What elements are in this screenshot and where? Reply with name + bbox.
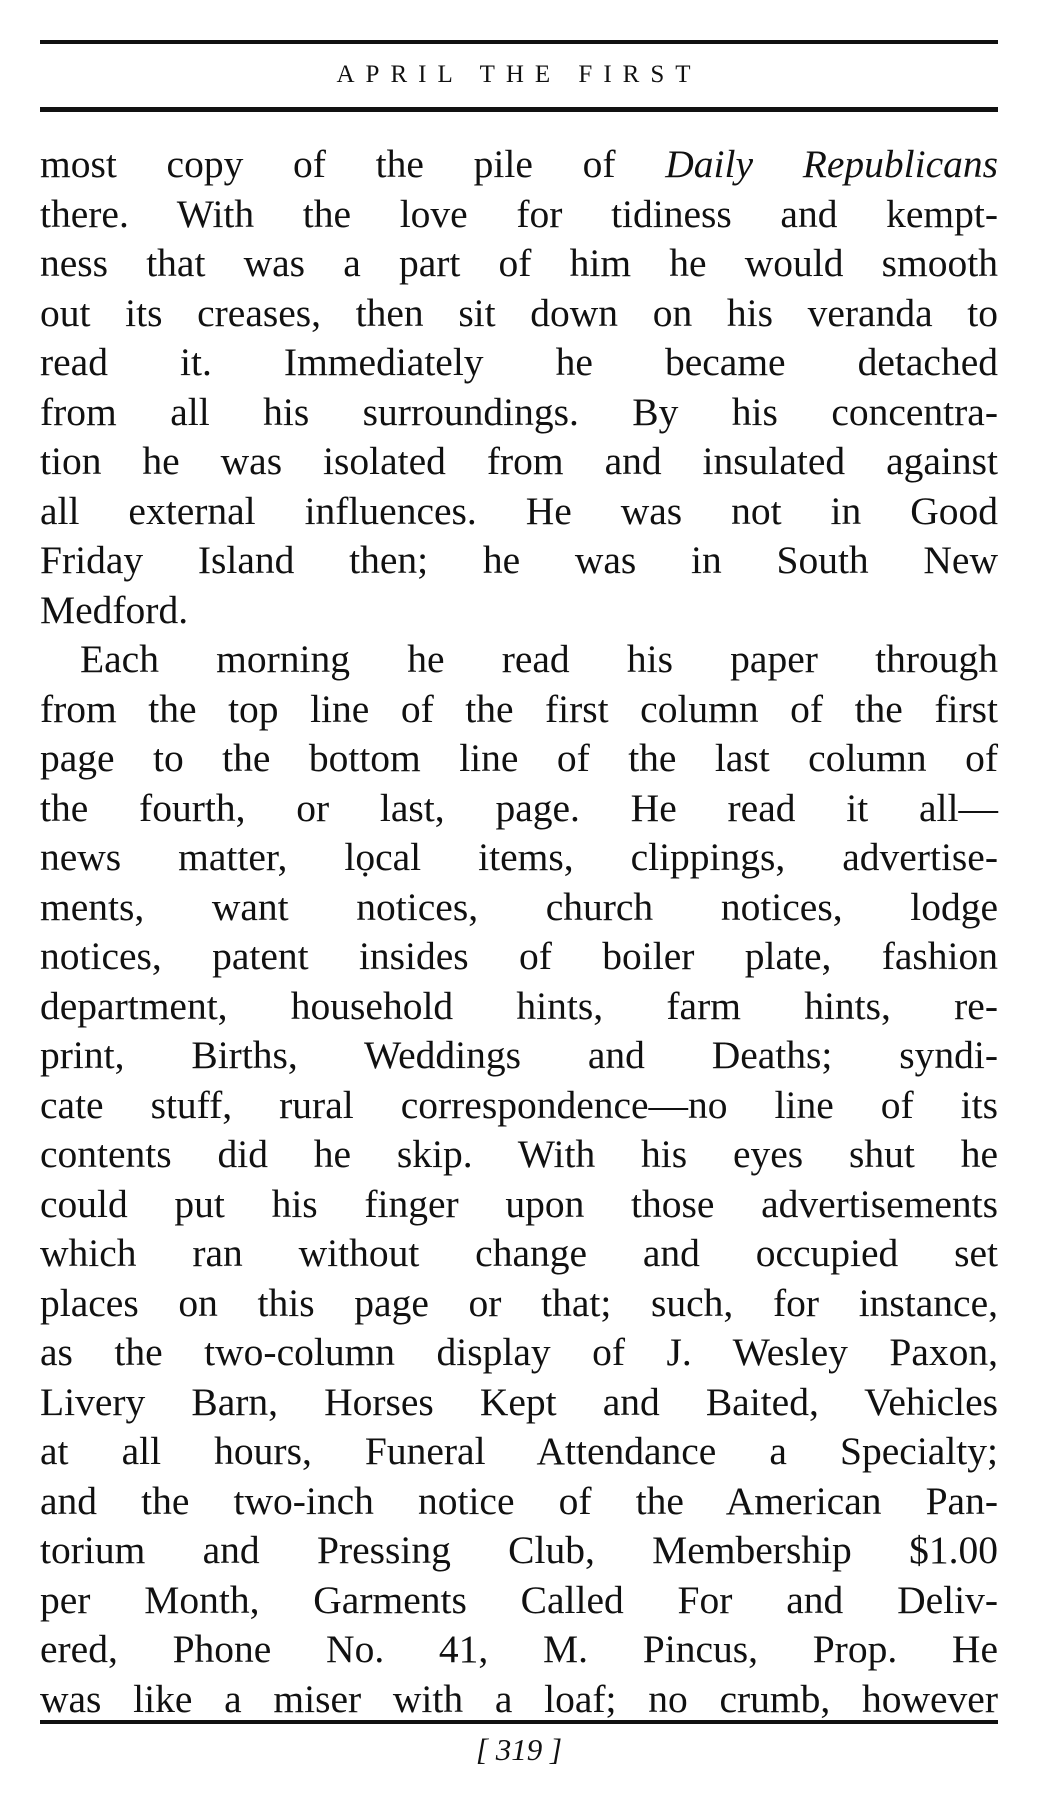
text-line: Friday Island then; he was in South New	[40, 538, 998, 582]
text-line: per Month, Garments Called For and Deliv-	[40, 1577, 998, 1622]
text-line: out its creases, then sit down on his veranda to	[40, 290, 998, 335]
text-fragment: most copy of the pile of	[40, 142, 666, 186]
text-line	[40, 140, 998, 190]
text-line: torium and Pressing Club, Membership $1.00	[40, 1528, 998, 1572]
text-line: from the top line of the first column of the first	[40, 686, 998, 731]
text-line: was like a miser with a loaf; no crumb, however	[40, 1676, 998, 1721]
header-top-rule	[40, 40, 998, 44]
text-line: cate stuff, rural correspondence—no line of its	[40, 1082, 998, 1127]
text-line: notices, patent insides of boiler plate, fashion	[40, 934, 998, 978]
text-line: read it. Immediately he became detached	[40, 340, 998, 384]
text-line: at all hours, Funeral Attendance a Specialty;	[40, 1429, 998, 1473]
text-line: page to the bottom line of the last column of	[40, 736, 998, 780]
text-line: as the two-column display of J. Wesley Paxon,	[40, 1330, 998, 1374]
text-line: the fourth, or last, page. He read it all—	[40, 785, 998, 830]
newspaper-title: Daily Republicans	[665, 142, 998, 186]
text-line: from all his surroundings. By his concentra-	[40, 389, 998, 434]
text-line: which ran without change and occupied set	[40, 1231, 998, 1275]
text-line: ered, Phone No. 41, M. Pincus, Prop. He	[40, 1627, 998, 1671]
body-text	[40, 140, 998, 1724]
page-number: [ 319 ]	[475, 1732, 563, 1767]
text-line: news matter, lọcal items, clippings, advertise-	[40, 835, 998, 879]
text-line: places on this page or that; such, for instance,	[40, 1280, 998, 1325]
text-line: tion he was isolated from and insulated against	[40, 439, 998, 483]
text-line: and the two-inch notice of the American Pan-	[40, 1478, 998, 1523]
text-line: department, household hints, farm hints, re-	[40, 983, 998, 1028]
text-line: Livery Barn, Horses Kept and Baited, Vehicles	[40, 1379, 998, 1424]
text-line: Medford.	[40, 587, 189, 632]
text-line: could put his finger upon those advertisements	[40, 1181, 998, 1226]
text-line: ness that was a part of him he would smooth	[40, 241, 998, 285]
text-line: contents did he skip. With his eyes shut he	[40, 1132, 998, 1176]
text-line: there. With the love for tidiness and kempt-	[40, 191, 998, 236]
paragraph-first-line: Each morning he read his paper through	[80, 637, 998, 681]
header-bottom-rule	[40, 107, 998, 112]
running-head: APRIL THE FIRST	[336, 61, 702, 88]
footer-rule	[40, 1720, 998, 1724]
book-page	[40, 0, 998, 1809]
text-line: all external influences. He was not in Good	[40, 488, 998, 533]
text-line: print, Births, Weddings and Deaths; syndi-	[40, 1033, 998, 1077]
text-line: ments, want notices, church notices, lodge	[40, 884, 998, 929]
